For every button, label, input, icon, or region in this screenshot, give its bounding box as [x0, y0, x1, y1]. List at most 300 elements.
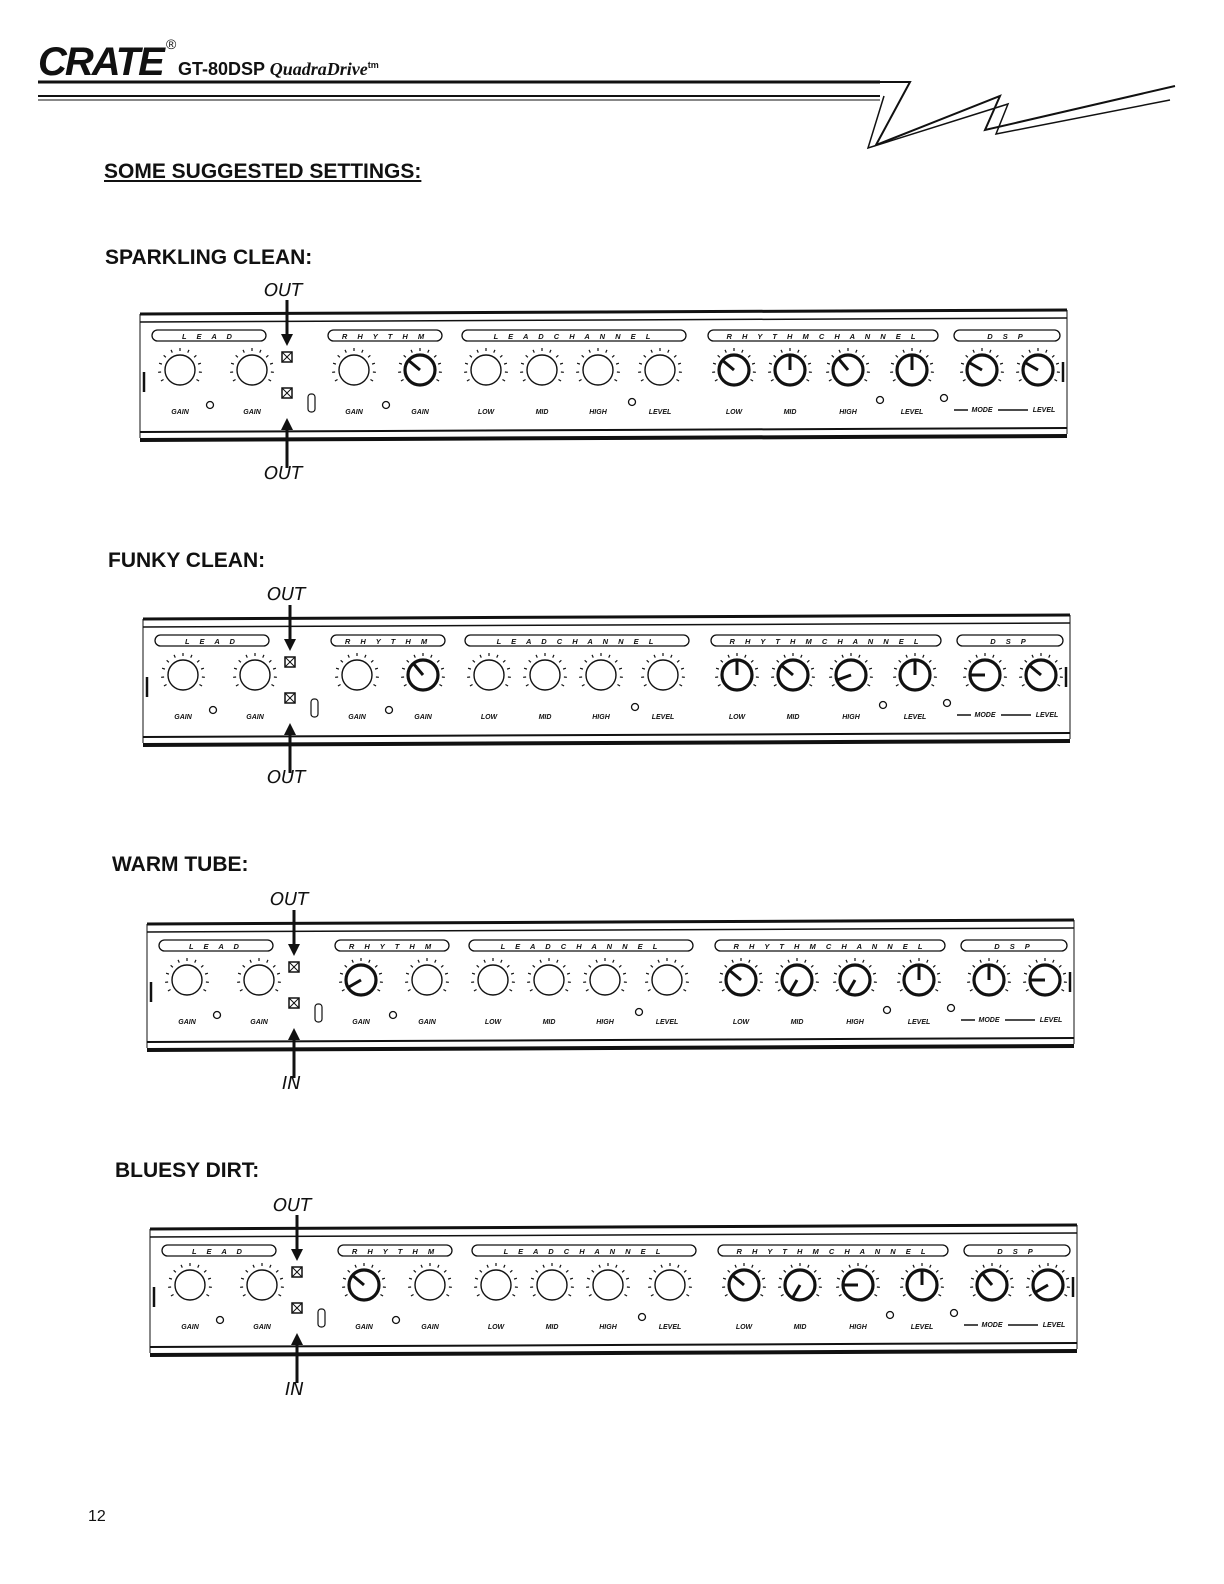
knob-tick: [722, 990, 725, 992]
knob-tick: [402, 668, 405, 669]
knob-tick: [1024, 973, 1027, 974]
knob-tick: [365, 655, 366, 658]
knob-tick: [969, 660, 971, 662]
bottom-switch-label: IN: [285, 1379, 304, 1400]
knob-tick: [755, 965, 757, 967]
knob-body: [648, 660, 678, 690]
knob-tick: [837, 1278, 840, 1279]
knob-tick: [411, 1295, 414, 1297]
rhythm-level-knob: [900, 1263, 944, 1300]
knob-tick: [923, 655, 924, 658]
knob-body: [412, 965, 442, 995]
knob-tick: [1003, 668, 1006, 669]
knob-tick: [243, 350, 244, 353]
lead-gain2-knob: [233, 653, 277, 690]
lead-section-label: L E A D: [185, 637, 239, 646]
knob-tick: [1056, 363, 1059, 364]
knob-tick: [505, 685, 508, 687]
knob-tick: [348, 1270, 350, 1272]
knob-label: GAIN: [345, 409, 363, 416]
knob-tick: [373, 685, 376, 687]
knob-tick: [338, 355, 340, 357]
knob-tick: [472, 973, 475, 974]
knob-label: LEVEL: [910, 1324, 934, 1331]
knob-tick: [750, 380, 753, 382]
knob-tick: [1053, 960, 1054, 963]
rhythm-section-label: R H Y T H M: [348, 942, 436, 951]
knob-tick: [260, 350, 261, 353]
knob-tick: [162, 668, 165, 669]
knob-tick: [679, 685, 682, 687]
knob-tick: [1059, 668, 1062, 669]
knob-tick: [375, 965, 377, 967]
knob-tick: [543, 1265, 544, 1268]
knob-tick: [1049, 655, 1050, 658]
knob-tick: [335, 380, 338, 382]
setting-title: BLUESY DIRT:: [115, 1159, 260, 1182]
panel-bottom-inner-edge: [143, 733, 1070, 737]
knob-tick: [676, 380, 679, 382]
knob-tick: [772, 668, 775, 669]
knob-body: [481, 1270, 511, 1300]
knob-tick: [502, 380, 505, 382]
knob-tick: [806, 380, 809, 382]
knob-tick: [815, 973, 818, 974]
knob-tick: [448, 1278, 451, 1279]
lead-mid-knob: [530, 1263, 574, 1300]
rhythm-gain-knob: [335, 653, 379, 690]
knob-tick: [445, 973, 448, 974]
knob-tick: [1026, 990, 1029, 992]
knob-tick: [434, 355, 436, 357]
bottom-switch-arrowhead: [291, 1333, 303, 1345]
trademark-mark: tm: [367, 60, 379, 70]
knob-tick: [236, 355, 238, 357]
knob-tick: [862, 355, 864, 357]
knob-tick: [174, 655, 175, 658]
knob-body: [471, 355, 501, 385]
knob-tick: [599, 1265, 600, 1268]
knob-label: GAIN: [421, 1324, 439, 1331]
lead-low-knob: [474, 1263, 518, 1300]
knob-tick: [557, 960, 558, 963]
knob-tick: [556, 355, 558, 357]
knob-body: [652, 965, 682, 995]
knob-tick: [238, 973, 241, 974]
knob-body: [655, 1270, 685, 1300]
knob-tick: [524, 668, 527, 669]
knob-tick: [1046, 350, 1047, 353]
knob-tick: [996, 355, 998, 357]
knob-label: LOW: [477, 409, 495, 416]
knob-tick: [241, 1278, 244, 1279]
knob-tick: [728, 1270, 730, 1272]
knob-tick: [1029, 965, 1031, 967]
knob-label: GAIN: [174, 714, 192, 721]
knob-label: LOW: [732, 1019, 750, 1026]
knob-tick: [752, 1265, 753, 1268]
knob-tick: [808, 1265, 809, 1268]
knob-tick: [559, 660, 561, 662]
knob-tick: [205, 973, 208, 974]
knob-tick: [586, 990, 589, 992]
knob-tick: [842, 1270, 844, 1272]
knob-tick: [560, 1265, 561, 1268]
rhythm-gain2-knob: [408, 1263, 452, 1300]
knob-tick: [582, 355, 584, 357]
knob-tick: [533, 350, 534, 353]
knob-body: [342, 660, 372, 690]
knob-tick: [348, 655, 349, 658]
knob-tick: [964, 668, 967, 669]
knob-tick: [1056, 1265, 1057, 1268]
knob-tick: [470, 355, 472, 357]
knob-tick: [266, 355, 268, 357]
knob-tick: [937, 973, 940, 974]
knob-tick: [718, 355, 720, 357]
knob-tick: [839, 1295, 842, 1297]
lead-low-knob: [467, 653, 511, 690]
knob-tick: [441, 668, 444, 669]
knob-tick: [1005, 990, 1008, 992]
lead-gain-knob: [165, 958, 209, 995]
knob-tick: [839, 350, 840, 353]
knob-tick: [639, 363, 642, 364]
knob-tick: [561, 685, 564, 687]
lead-high-knob: [583, 958, 627, 995]
knob-tick: [642, 668, 645, 669]
dsp-level-label: LEVEL: [1039, 1017, 1063, 1024]
knob-tick: [414, 1270, 416, 1272]
model-number: GT-80DSP: [178, 59, 265, 79]
knob-tick: [869, 668, 872, 669]
rhythm-gain-knob: [339, 958, 383, 995]
knob-label: LEVEL: [900, 409, 924, 416]
knob-tick: [873, 973, 876, 974]
knob-tick: [1019, 380, 1022, 382]
knob-tick: [609, 655, 610, 658]
knob-tick: [503, 660, 505, 662]
knob-tick: [197, 660, 199, 662]
knob-label: HIGH: [599, 1324, 617, 1331]
knob-tick: [762, 1278, 765, 1279]
knob-tick: [342, 990, 345, 992]
dsp-section-label: D S P: [997, 1247, 1037, 1256]
knob-tick: [341, 660, 343, 662]
setting-title: SPARKLING CLEAN:: [105, 246, 313, 269]
knob-tick: [530, 990, 533, 992]
knob-tick: [781, 1295, 784, 1297]
knob-tick: [749, 960, 750, 963]
knob-tick: [1022, 685, 1025, 687]
knob-tick: [777, 660, 779, 662]
knob-tick: [406, 973, 409, 974]
knob-tick: [428, 350, 429, 353]
knob-tick: [1032, 655, 1033, 658]
knob-label: LEVEL: [655, 1019, 679, 1026]
knob-tick: [933, 668, 936, 669]
lead-high-knob: [579, 653, 623, 690]
knob-tick: [898, 973, 901, 974]
knob-tick: [971, 1278, 974, 1279]
knob-tick: [1066, 1278, 1069, 1279]
indicator-led: [214, 1012, 221, 1019]
dsp-section-label: D S P: [990, 637, 1030, 646]
knob-tick: [931, 685, 934, 687]
knob-tick: [619, 668, 622, 669]
knob-tick: [781, 965, 783, 967]
knob-tick: [759, 973, 762, 974]
knob-tick: [753, 685, 756, 687]
knob-tick: [685, 973, 688, 974]
lead-mid-knob: [523, 653, 567, 690]
panel-bottom-edge: [150, 1351, 1077, 1355]
knob-body: [645, 355, 675, 385]
knob-tick: [829, 380, 832, 382]
indicator-led: [632, 704, 639, 711]
knob-tick: [781, 350, 782, 353]
knob-tick: [807, 660, 809, 662]
knob-tick: [404, 355, 406, 357]
knob-tick: [622, 1270, 624, 1272]
knob-label: LOW: [480, 714, 498, 721]
knob-body: [240, 660, 270, 690]
input-jack: [318, 1309, 325, 1327]
knob-label: LEVEL: [648, 409, 672, 416]
rhythm-section-label: R H Y T H M: [344, 637, 432, 646]
knob-tick: [431, 655, 432, 658]
knob-tick: [811, 965, 813, 967]
knob-tick: [896, 355, 898, 357]
knob-tick: [801, 655, 802, 658]
knob-tick: [973, 1295, 976, 1297]
knob-tick: [414, 655, 415, 658]
knob-tick: [863, 960, 864, 963]
knob-tick: [355, 1265, 356, 1268]
top-switch-label: OUT: [264, 280, 303, 301]
indicator-led: [880, 702, 887, 709]
lead-gain-knob: [168, 1263, 212, 1300]
panel-top-inner-edge: [143, 623, 1070, 627]
dsp-level-knob: [1026, 1263, 1070, 1300]
knob-tick: [930, 1265, 931, 1268]
knob-tick: [592, 1270, 594, 1272]
knob-label: HIGH: [596, 1019, 614, 1026]
knob-tick: [362, 350, 363, 353]
knob-tick: [473, 660, 475, 662]
knob-tick: [411, 350, 412, 353]
knob-tick: [188, 350, 189, 353]
rhythm-channel-label: R H Y T H M C H A N N E L: [729, 637, 923, 646]
knob-tick: [167, 660, 169, 662]
knob-tick: [443, 990, 446, 992]
knob-tick: [804, 355, 806, 357]
knob-label: LEVEL: [903, 714, 927, 721]
knob-tick: [683, 990, 686, 992]
knob-label: MID: [545, 1324, 559, 1331]
knob-tick: [240, 990, 243, 992]
knob-tick: [1036, 960, 1037, 963]
knob-tick: [973, 965, 975, 967]
knob-tick: [375, 668, 378, 669]
knob-tick: [675, 960, 676, 963]
dsp-level-label: LEVEL: [1042, 1322, 1066, 1329]
rhythm-section-label: R H Y T H M: [341, 332, 429, 341]
knob-tick: [507, 668, 510, 669]
top-switch-arrowhead: [281, 334, 293, 346]
rhythm-channel-label: R H Y T H M C H A N N E L: [726, 332, 920, 341]
dsp-level-knob: [1023, 958, 1067, 995]
rhythm-section-label: R H Y T H M: [351, 1247, 439, 1256]
knob-tick: [896, 685, 899, 687]
knob-tick: [1057, 685, 1060, 687]
knob-tick: [808, 363, 811, 364]
knob-tick: [536, 655, 537, 658]
knob-tick: [514, 1278, 517, 1279]
knob-tick: [568, 1295, 571, 1297]
lead-high-knob: [586, 1263, 630, 1300]
knob-tick: [510, 1270, 512, 1272]
knob-tick: [813, 990, 816, 992]
indicator-led: [944, 700, 951, 707]
knob-label: HIGH: [846, 1019, 864, 1026]
dsp-section-label: D S P: [994, 942, 1034, 951]
knob-tick: [1017, 363, 1020, 364]
knob-tick: [1032, 1270, 1034, 1272]
knob-tick: [648, 990, 651, 992]
knob-label: GAIN: [178, 1019, 196, 1026]
indicator-led: [951, 1310, 958, 1317]
knob-tick: [742, 350, 743, 353]
dsp-level-knob: [1019, 653, 1063, 690]
knob-tick: [751, 660, 753, 662]
knob-tick: [380, 1295, 383, 1297]
knob-tick: [784, 1270, 786, 1272]
page-number: 12: [88, 1508, 106, 1525]
knob-tick: [976, 655, 977, 658]
knob-tick: [651, 1295, 654, 1297]
knob-tick: [195, 960, 196, 963]
indicator-led: [887, 1312, 894, 1319]
knob-tick: [336, 668, 339, 669]
knob-tick: [504, 363, 507, 364]
rhythm-mid-knob: [771, 653, 815, 690]
knob-tick: [500, 355, 502, 357]
knob-tick: [273, 965, 275, 967]
knob-tick: [893, 380, 896, 382]
indicator-led: [207, 402, 214, 409]
rhythm-high-knob: [833, 958, 877, 995]
knob-tick: [867, 685, 870, 687]
knob-tick: [480, 655, 481, 658]
knob-tick: [928, 380, 931, 382]
knob-tick: [171, 1295, 174, 1297]
knob-tick: [641, 380, 644, 382]
knob-tick: [849, 1265, 850, 1268]
dsp-level-label: LEVEL: [1035, 712, 1059, 719]
knob-tick: [253, 1265, 254, 1268]
knob-tick: [408, 990, 411, 992]
dsp-section-label: D S P: [987, 332, 1027, 341]
knob-tick: [839, 965, 841, 967]
knob-tick: [275, 990, 278, 992]
knob-label: MID: [783, 409, 797, 416]
knob-tick: [713, 363, 716, 364]
knob-tick: [553, 655, 554, 658]
bottom-switch-arrowhead: [284, 723, 296, 735]
knob-tick: [859, 655, 860, 658]
knob-tick: [899, 660, 901, 662]
knob-tick: [651, 350, 652, 353]
knob-tick: [644, 355, 646, 357]
knob-label: HIGH: [839, 409, 857, 416]
lead-gain2-knob: [240, 1263, 284, 1300]
lead-gain2-knob: [237, 958, 281, 995]
top-switch-label: OUT: [270, 889, 309, 910]
knob-tick: [194, 355, 196, 357]
knob-body: [530, 660, 560, 690]
knob-tick: [688, 1278, 691, 1279]
knob-tick: [606, 350, 607, 353]
knob-tick: [869, 965, 871, 967]
knob-tick: [866, 363, 869, 364]
knob-tick: [494, 350, 495, 353]
knob-tick: [239, 660, 241, 662]
knob-tick: [621, 990, 624, 992]
knob-tick: [864, 380, 867, 382]
knob-tick: [872, 1270, 874, 1272]
knob-tick: [268, 380, 271, 382]
knob-tick: [832, 685, 835, 687]
knob-label: GAIN: [246, 714, 264, 721]
lead-high-knob: [576, 348, 620, 385]
knob-tick: [903, 965, 905, 967]
knob-label: LOW: [735, 1324, 753, 1331]
knob-tick: [788, 960, 789, 963]
knob-tick: [830, 668, 833, 669]
knob-tick: [1054, 380, 1057, 382]
knob-tick: [757, 990, 760, 992]
bottom-switch-arrowhead: [281, 418, 293, 430]
knob-label: GAIN: [418, 1019, 436, 1026]
knob-tick: [774, 355, 776, 357]
lead-channel-label: L E A D C H A N N E L: [503, 1247, 665, 1256]
knob-tick: [1039, 1265, 1040, 1268]
knob-tick: [732, 960, 733, 963]
knob-tick: [372, 363, 375, 364]
knob-tick: [201, 965, 203, 967]
knob-tick: [612, 355, 614, 357]
knob-tick: [504, 1265, 505, 1268]
knob-tick: [678, 363, 681, 364]
knob-tick: [421, 1265, 422, 1268]
amp-panel: [142, 1215, 1087, 1383]
lead-channel-label: L E A D C H A N N E L: [496, 637, 658, 646]
knob-tick: [1020, 668, 1023, 669]
knob-tick: [446, 1295, 449, 1297]
knob-tick: [654, 655, 655, 658]
knob-tick: [616, 1265, 617, 1268]
knob-label: MID: [790, 1019, 804, 1026]
knob-tick: [507, 965, 509, 967]
knob-tick: [903, 350, 904, 353]
knob-tick: [497, 655, 498, 658]
knob-body: [175, 1270, 205, 1300]
knob-label: MID: [538, 714, 552, 721]
knob-tick: [644, 685, 647, 687]
knob-tick: [811, 668, 814, 669]
knob-tick: [579, 380, 582, 382]
